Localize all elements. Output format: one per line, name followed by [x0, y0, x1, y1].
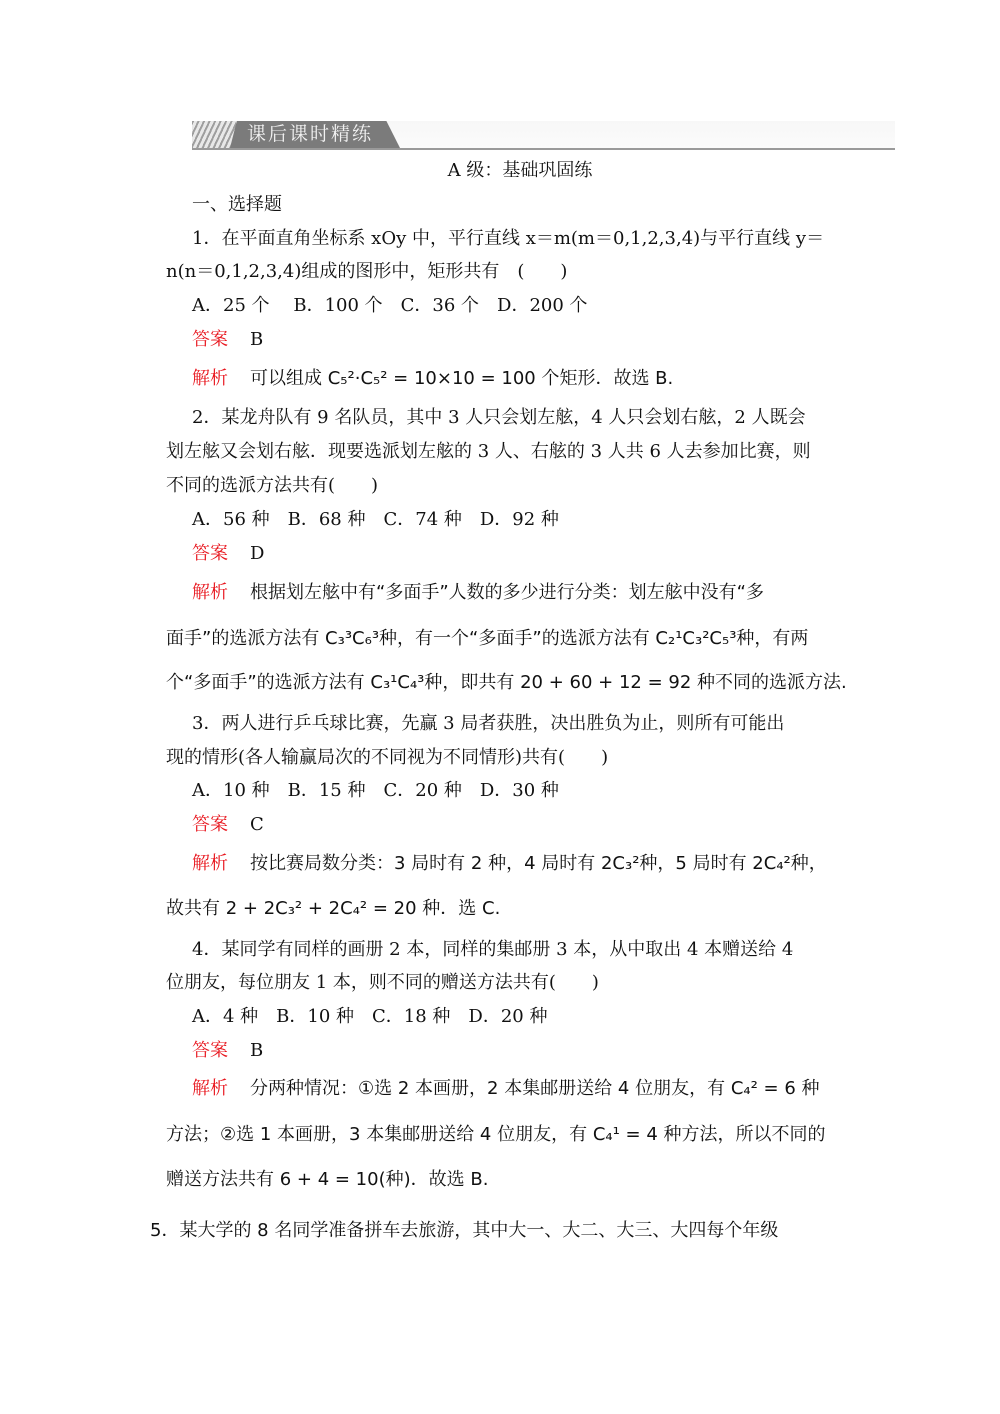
analysis-label: 解析 [192, 1078, 228, 1099]
question-stem-line: 4．某同学有同样的画册 2 本，同样的集邮册 3 本，从中取出 4 本赠送给 4 [192, 939, 794, 960]
question-stem-line: 3．两人进行乒乓球比赛，先赢 3 局者获胜，决出胜负为止，则所有可能出 [192, 713, 785, 734]
analysis-row [192, 581, 764, 605]
answer-row [192, 542, 264, 566]
analysis-label: 解析 [192, 853, 228, 874]
answer-label: 答案 [192, 1040, 228, 1061]
analysis-text: 按比赛局数分类：3 局时有 2 种，4 局时有 2C₃²种，5 局时有 2C₄²种， [250, 853, 827, 874]
analysis-label: 解析 [192, 368, 228, 389]
banner-stripes-decoration [192, 121, 236, 148]
analysis-text: 面手”的选派方法有 C₃³C₆³种，有一个“多面手”的选派方法有 C₂¹C₃²C₅³种，有两 [166, 628, 809, 649]
answer-value: C [250, 814, 264, 835]
answer-value: B [250, 329, 264, 350]
analysis-text: 方法；②选 1 本画册，3 本集邮册送给 4 位朋友，有 C₄¹ = 4 种方法，所以不同的 [166, 1124, 826, 1145]
section-title: 一、选择题 [192, 194, 282, 215]
question-stem-line: 5．某大学的 8 名同学准备拼车去旅游，其中大一、大二、大三、大四每个年级 [150, 1220, 779, 1241]
answer-label: 答案 [192, 543, 228, 564]
answer-value: B [250, 1040, 264, 1061]
question-stem-line: 划左舷又会划右舷．现要选派划左舷的 3 人、右舷的 3 人共 6 人去参加比赛，则 [166, 441, 811, 462]
analysis-text: 赠送方法共有 6 + 4 = 10(种)．故选 B. [166, 1169, 489, 1190]
answer-value: D [250, 543, 265, 564]
analysis-text: 可以组成 C₅²·C₅² = 10×10 = 100 个矩形．故选 B. [250, 368, 674, 389]
analysis-text: 故共有 2 + 2C₃² + 2C₄² = 20 种．选 C. [166, 898, 501, 919]
question-options: A．25 个 B．100 个 C．36 个 D．200 个 [192, 295, 588, 316]
question-stem-line: 位朋友，每位朋友 1 本，则不同的赠送方法共有( ) [166, 972, 599, 993]
level-title: A 级：基础巩固练 [447, 160, 593, 181]
question-options: A．4 种 B．10 种 C．18 种 D．20 种 [192, 1006, 548, 1027]
question-stem-line: 2．某龙舟队有 9 名队员，其中 3 人只会划左舷，4 人只会划右舷，2 人既会 [192, 407, 806, 428]
analysis-text: 分两种情况：①选 2 本画册，2 本集邮册送给 4 位朋友，有 C₄² = 6 种 [250, 1078, 820, 1099]
question-options: A．56 种 B．68 种 C．74 种 D．92 种 [192, 509, 559, 530]
question-stem-line: 不同的选派方法共有( ) [166, 475, 379, 496]
banner-title: 课后课时精练 [247, 123, 374, 145]
question-options: A．10 种 B．15 种 C．20 种 D．30 种 [192, 780, 559, 801]
question-stem-line: 1．在平面直角坐标系 xOy 中，平行直线 x＝m(m＝0,1,2,3,4)与平行直线 y＝ [192, 228, 825, 249]
answer-label: 答案 [192, 814, 228, 835]
answer-row [192, 328, 263, 352]
answer-row [192, 813, 264, 837]
answer-row [192, 1039, 263, 1063]
banner-rule [192, 148, 895, 150]
analysis-row [192, 367, 673, 391]
answer-label: 答案 [192, 329, 228, 350]
analysis-row [192, 852, 827, 876]
analysis-text: 个“多面手”的选派方法有 C₃¹C₄³种，即共有 20 + 60 + 12 = 92 种不同的选派方法. [166, 672, 847, 693]
question-stem-line: 现的情形(各人输赢局次的不同视为不同情形)共有( ) [166, 747, 609, 768]
question-stem-line: n(n＝0,1,2,3,4)组成的图形中，矩形共有 ( ) [166, 261, 568, 282]
analysis-row [192, 1077, 820, 1101]
analysis-label: 解析 [192, 582, 228, 603]
analysis-text: 根据划左舷中有“多面手”人数的多少进行分类：划左舷中没有“多 [250, 582, 764, 603]
